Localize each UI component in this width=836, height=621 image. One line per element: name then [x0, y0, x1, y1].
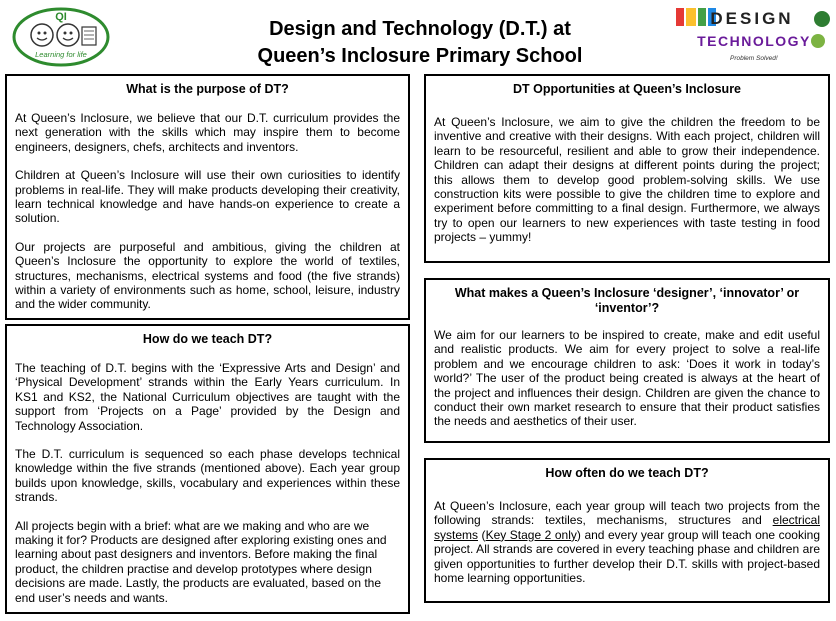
- electrical-systems-link: electrical systems: [434, 513, 820, 542]
- how-teach-paragraph-2: The D.T. curriculum is sequenced so each phase develops technical knowledge within the five strands (mentioned above). Each year group builds upon knowledge, skills, vocabulary and experiences within these strands.: [15, 447, 400, 505]
- designer-box: [424, 278, 830, 443]
- opportunities-heading: DT Opportunities at Queen’s Inclosure: [512, 82, 742, 96]
- how-teach-paragraph-1: The teaching of D.T. begins with the ‘Expressive Arts and Design’ and ‘Physical Development’ strands within the Early Years curriculum. In KS1 and KS2, the National Curriculum objectives are taught with the support from ‘Projects on a Page’ provided by the Design and Technology Association.: [15, 361, 400, 433]
- title-line-2: Queen’s Inclosure Primary School: [257, 45, 583, 67]
- how-often-paragraph: [434, 499, 820, 585]
- how-teach-box: [5, 324, 410, 614]
- page-title: [180, 16, 660, 70]
- opportunities-box: [424, 74, 830, 263]
- how-teach-paragraph-3: All projects begin with a brief: what are we making and who are we making it for? Products are designed after exploring existing ones and learning about past designers and inventors. Before making the final product, the children practise and develop prototypes where design decisions are made. Lastly, the products are evaluated, based on the end user’s needs and wants.: [15, 518, 387, 605]
- title-line-1: Design and Technology (D.T.) at: [269, 18, 571, 40]
- logo-motto: Learning for life: [35, 50, 87, 59]
- purpose-heading: What is the purpose of DT?: [126, 82, 289, 96]
- how-teach-heading: How do we teach DT?: [142, 332, 273, 346]
- how-often-heading: How often do we teach DT?: [545, 466, 709, 480]
- logo-tagline: Problem Solved!: [730, 55, 778, 62]
- design-technology-logo: [672, 5, 832, 67]
- how-often-text-3: ) and every year group will teach one cooking project. All strands are covered in every teaching phase and children are given opportunities to further develop their D.T. skills with project-based home learning opportunities.: [434, 527, 820, 586]
- logo-initials: QI: [55, 11, 67, 23]
- school-logo: [12, 7, 110, 67]
- logo-word-technology: TECHNOLOGY: [697, 33, 811, 49]
- purpose-paragraph-3: Our projects are purposeful and ambitious, giving the children at Queen’s Inclosure the opportunity to explore the world of textiles, structures, mechanisms, electrical systems and food (the five strands) within a variety of environments such as home, school, leisure, industry and the wider community.: [15, 239, 400, 312]
- purpose-paragraph-1: At Queen’s Inclosure, we believe that our D.T. curriculum provides the next generation with the skills which may inspire them to become engineers, designers, chefs, architects and inventors.: [15, 111, 400, 154]
- designer-heading: [434, 286, 820, 316]
- designer-heading-line-2: ‘inventor’?: [594, 301, 660, 315]
- opportunities-paragraph: At Queen’s Inclosure, we aim to give the children the freedom to be inventive and creative with their designs. With each project, children will learn to be resourceful, resilient and able to grow their independence. Children can adapt their designs at different points during the project; this allows them to develop good problem-solving skills. We use construction kits were possible to give the children time to explore and experiment before committing to a final design. Furthermore, we always try to open our learners to new experiences with taste testing in food projects – yummy!: [434, 115, 820, 245]
- how-often-box: [424, 458, 830, 603]
- designer-heading-line-1: What makes a Queen’s Inclosure ‘designer’, ‘innovator’ or: [454, 286, 800, 300]
- key-stage-2-link: Key Stage 2 only: [485, 527, 577, 542]
- how-often-text-2: (: [478, 527, 486, 542]
- designer-paragraph: We aim for our learners to be inspired to create, make and edit useful and realistic products. We aim for every project to solve a real-life problem and we encourage children to ask: ‘Does it work in today’s world?’ The user of the product being created is always at the heart of the project and influences their design. Children are given the chance to conduct their own market research to ensure that their product satisfies the needs and aesthetics of their user.: [434, 328, 820, 429]
- purpose-paragraph-2: Children at Queen’s Inclosure will use their own curiosities to identify problems in real-life. They will make products developing their creativity, learn technical knowledge and have hands-on experience to create a solution.: [15, 168, 400, 226]
- logo-word-design: DESIGN: [710, 9, 794, 28]
- purpose-box: [5, 74, 410, 320]
- how-often-text-1: At Queen’s Inclosure, each year group will teach two projects from the following strands: textiles, mechanisms, structures and: [434, 499, 820, 528]
